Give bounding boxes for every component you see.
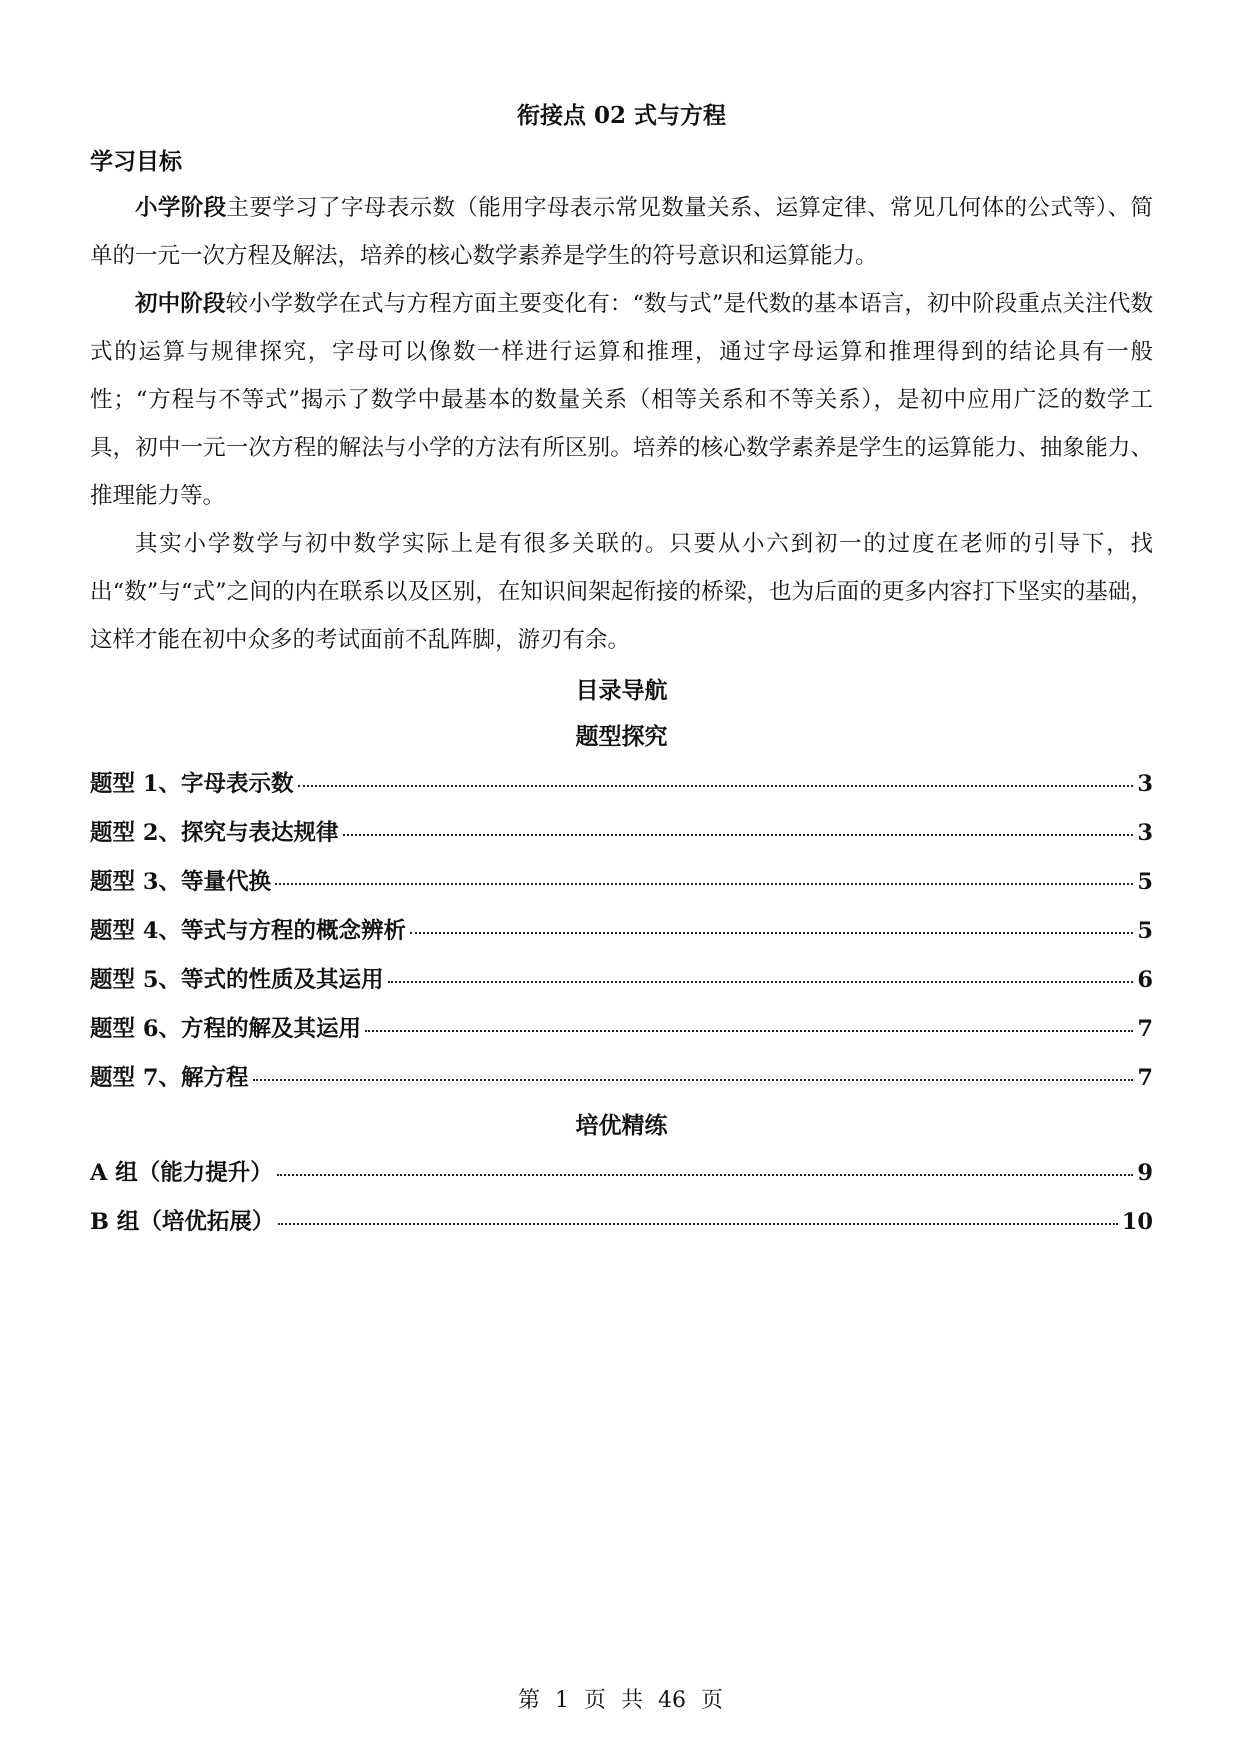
page-footer: 第 1 页 共 46 页	[518, 1688, 723, 1713]
toc-dot-leader	[410, 932, 1133, 934]
toc-entry[interactable]	[90, 907, 1153, 956]
toc-entry[interactable]	[90, 809, 1153, 858]
toc-dot-leader	[388, 981, 1134, 983]
toc-group-heading-question-types: 题型探究	[575, 723, 668, 750]
toc-entry[interactable]	[90, 858, 1153, 907]
toc-entry-label: A 组（能力提升）	[90, 1160, 273, 1186]
toc-entry-page: 5	[1137, 869, 1153, 895]
toc-entry-label: 题型 2、探究与表达规律	[90, 820, 339, 846]
paragraph-text: 较小学数学在式与方程方面主要变化有：“数与式”是代数的基本语言，初中阶段重点关注代数式的运算与规律探究，字母可以像数一样进行运算和推理，通过字母运算和推理得到的结论具有一般性；“方程与不等式”揭示了数学中最基本的数量关系（相等关系和不等关系），是初中应用广泛的数学工具，初中一元一次方程的解法与小学的方法有所区别。培养的核心数学素养是学生的运算能力、抽象能力、推理能力等。	[90, 291, 1153, 509]
toc-entry[interactable]	[90, 1149, 1153, 1198]
toc-dot-leader	[277, 1174, 1134, 1176]
toc-dot-leader	[298, 785, 1134, 787]
toc-entry-label: 题型 3、等量代换	[90, 869, 271, 895]
toc-entry[interactable]	[90, 1198, 1153, 1247]
toc-heading: 目录导航	[575, 677, 668, 704]
toc-entry-page: 6	[1137, 967, 1153, 993]
toc-entry[interactable]	[90, 1005, 1153, 1054]
paragraph-text: 主要学习了字母表示数（能用字母表示常见数量关系、运算定律、常见几何体的公式等）、简单的一元一次方程及解法，培养的核心数学素养是学生的符号意识和运算能力。	[90, 195, 1153, 269]
toc-entry-page: 9	[1137, 1160, 1153, 1186]
toc-entry-page: 5	[1137, 918, 1153, 944]
toc-dot-leader	[253, 1079, 1134, 1081]
toc-entry-page: 7	[1137, 1065, 1153, 1091]
paragraph-text: 其实小学数学与初中数学实际上是有很多关联的。只要从小六到初一的过度在老师的引导下，找出“数”与“式”之间的内在联系以及区别，在知识间架起衔接的桥梁，也为后面的更多内容打下坚实的基础，这样才能在初中众多的考试面前不乱阵脚，游刃有余。	[90, 531, 1153, 653]
document-title: 衔接点 02 式与方程	[516, 102, 727, 129]
toc-dot-leader	[275, 883, 1133, 885]
paragraph-lead: 初中阶段	[135, 291, 226, 317]
toc-entry-label: 题型 5、等式的性质及其运用	[90, 967, 384, 993]
toc-entry-page: 3	[1137, 771, 1153, 797]
toc-entry[interactable]	[90, 1054, 1153, 1103]
document-page	[90, 96, 1153, 1247]
toc-entry-page: 3	[1137, 820, 1153, 846]
toc-dot-leader	[343, 834, 1134, 836]
paragraph-transition	[90, 520, 1153, 664]
toc-dot-leader	[365, 1030, 1133, 1032]
learning-goals-heading: 学习目标	[90, 148, 182, 175]
toc-dot-leader	[278, 1223, 1117, 1225]
toc-list-question-types	[90, 760, 1153, 1103]
toc-entry-page: 7	[1137, 1016, 1153, 1042]
toc-list-practice	[90, 1149, 1153, 1247]
toc-entry-page: 10	[1121, 1209, 1153, 1235]
toc-entry-label: 题型 6、方程的解及其运用	[90, 1016, 361, 1042]
paragraph-junior-stage	[90, 280, 1153, 520]
toc-entry-label: B 组（培优拓展）	[90, 1209, 275, 1235]
toc-entry-label: 题型 4、等式与方程的概念辨析	[90, 918, 406, 944]
toc-entry-label: 题型 7、解方程	[90, 1065, 249, 1091]
paragraph-primary-stage	[90, 184, 1153, 280]
toc-entry[interactable]	[90, 956, 1153, 1005]
toc-entry[interactable]	[90, 760, 1153, 809]
toc-entry-label: 题型 1、字母表示数	[90, 771, 294, 797]
paragraph-lead: 小学阶段	[135, 195, 227, 221]
toc-group-heading-practice: 培优精练	[575, 1112, 668, 1139]
